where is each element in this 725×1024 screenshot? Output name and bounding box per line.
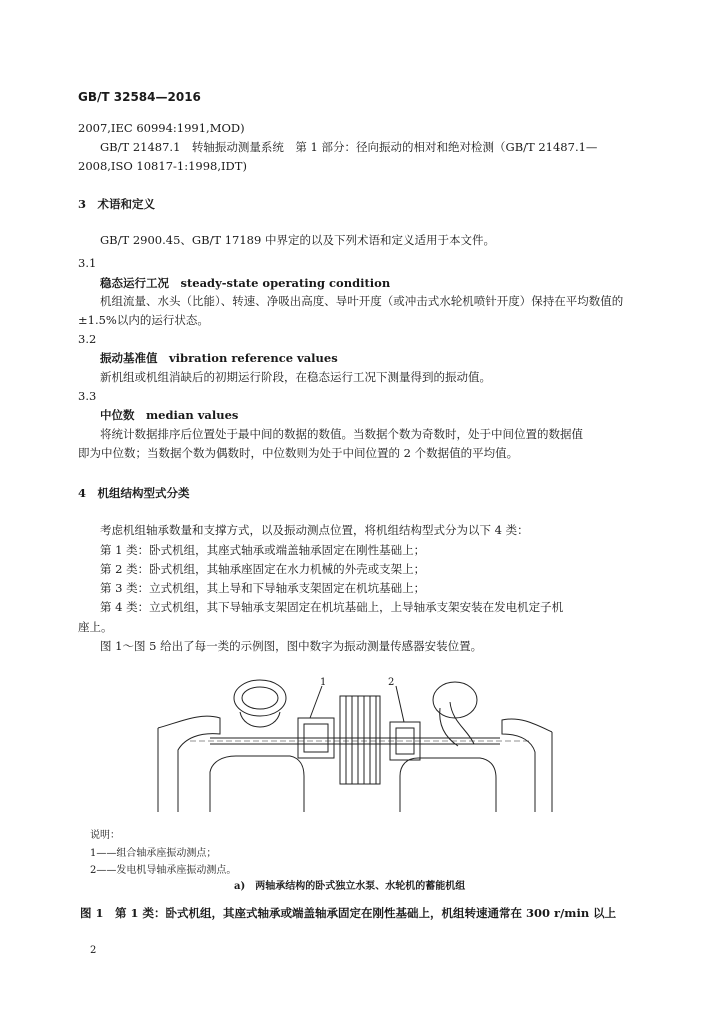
- term-definition: 新机组或机组消缺后的初期运行阶段，在稳态运行工况下测量得到的振动值。: [100, 370, 491, 384]
- term-definition: ±1.5%以内的运行状态。: [78, 313, 209, 327]
- figure-subcaption: a) 两轴承结构的卧式独立水泵、水轮机的蓄能机组: [234, 881, 466, 892]
- standard-code: GB/T 32584—2016: [78, 90, 201, 104]
- legend-title: 说明：: [90, 830, 120, 841]
- term-title: 稳态运行工况 steady-state operating condition: [100, 276, 391, 290]
- ref-line: 2007,IEC 60994:1991,MOD): [78, 121, 245, 135]
- callout-label: 2: [388, 677, 395, 688]
- legend-item: 2——发电机导轴承座振动测点。: [90, 865, 237, 876]
- term-number: 3.2: [78, 332, 97, 346]
- page-number: 2: [90, 945, 97, 956]
- section-heading: 3 术语和定义: [78, 197, 156, 211]
- class-item: 第 4 类：立式机组，其下导轴承支架固定在机坑基础上，上导轴承支架安装在发电机定子机: [100, 600, 564, 614]
- term-title: 振动基准值 vibration reference values: [100, 351, 338, 365]
- ref-line: 2008,ISO 10817-1:1998,IDT): [78, 159, 247, 173]
- class-item: 座上。: [78, 620, 113, 634]
- paragraph: 考虑机组轴承数量和支撑方式，以及振动测点位置，将机组结构型式分为以下 4 类：: [100, 523, 529, 537]
- callout-label: 1: [320, 677, 327, 688]
- figure-caption: 图 1 第 1 类：卧式机组，其座式轴承或端盖轴承固定在刚性基础上，机组转速通常在 300 r/min 以上: [80, 906, 617, 920]
- class-item: 第 3 类：立式机组，其上导和下导轴承支架固定在机坑基础上；: [100, 581, 426, 595]
- legend-item: 1——组合轴承座振动测点；: [90, 848, 217, 859]
- paragraph: GB/T 2900.45、GB/T 17189 中界定的以及下列术语和定义适用于本文件。: [100, 233, 495, 247]
- term-number: 3.1: [78, 256, 97, 270]
- term-number: 3.3: [78, 389, 97, 403]
- class-item: 第 2 类：卧式机组，其轴承座固定在水力机械的外壳或支架上；: [100, 562, 426, 576]
- pump-turbine-unit-diagram: [150, 672, 560, 820]
- term-definition: 机组流量、水头（比能）、转速、净吸出高度、导叶开度（或冲击式水轮机喷针开度）保持在平均数值的: [100, 294, 624, 308]
- term-title: 中位数 median values: [100, 408, 239, 422]
- paragraph: 图 1～图 5 给出了每一类的示例图，图中数字为振动测量传感器安装位置。: [100, 639, 483, 653]
- term-definition: 将统计数据排序后位置处于最中间的数据的数值。当数据个数为奇数时，处于中间位置的数据值: [100, 427, 583, 441]
- ref-line: GB/T 21487.1 转轴振动测量系统 第 1 部分：径向振动的相对和绝对检测（GB/T 21487.1—: [100, 140, 598, 154]
- section-heading: 4 机组结构型式分类: [78, 486, 190, 500]
- figure-drawing: [150, 672, 560, 820]
- class-item: 第 1 类：卧式机组，其座式轴承或端盖轴承固定在刚性基础上；: [100, 543, 426, 557]
- term-definition: 即为中位数；当数据个数为偶数时，中位数则为处于中间位置的 2 个数据值的平均值。: [78, 446, 519, 460]
